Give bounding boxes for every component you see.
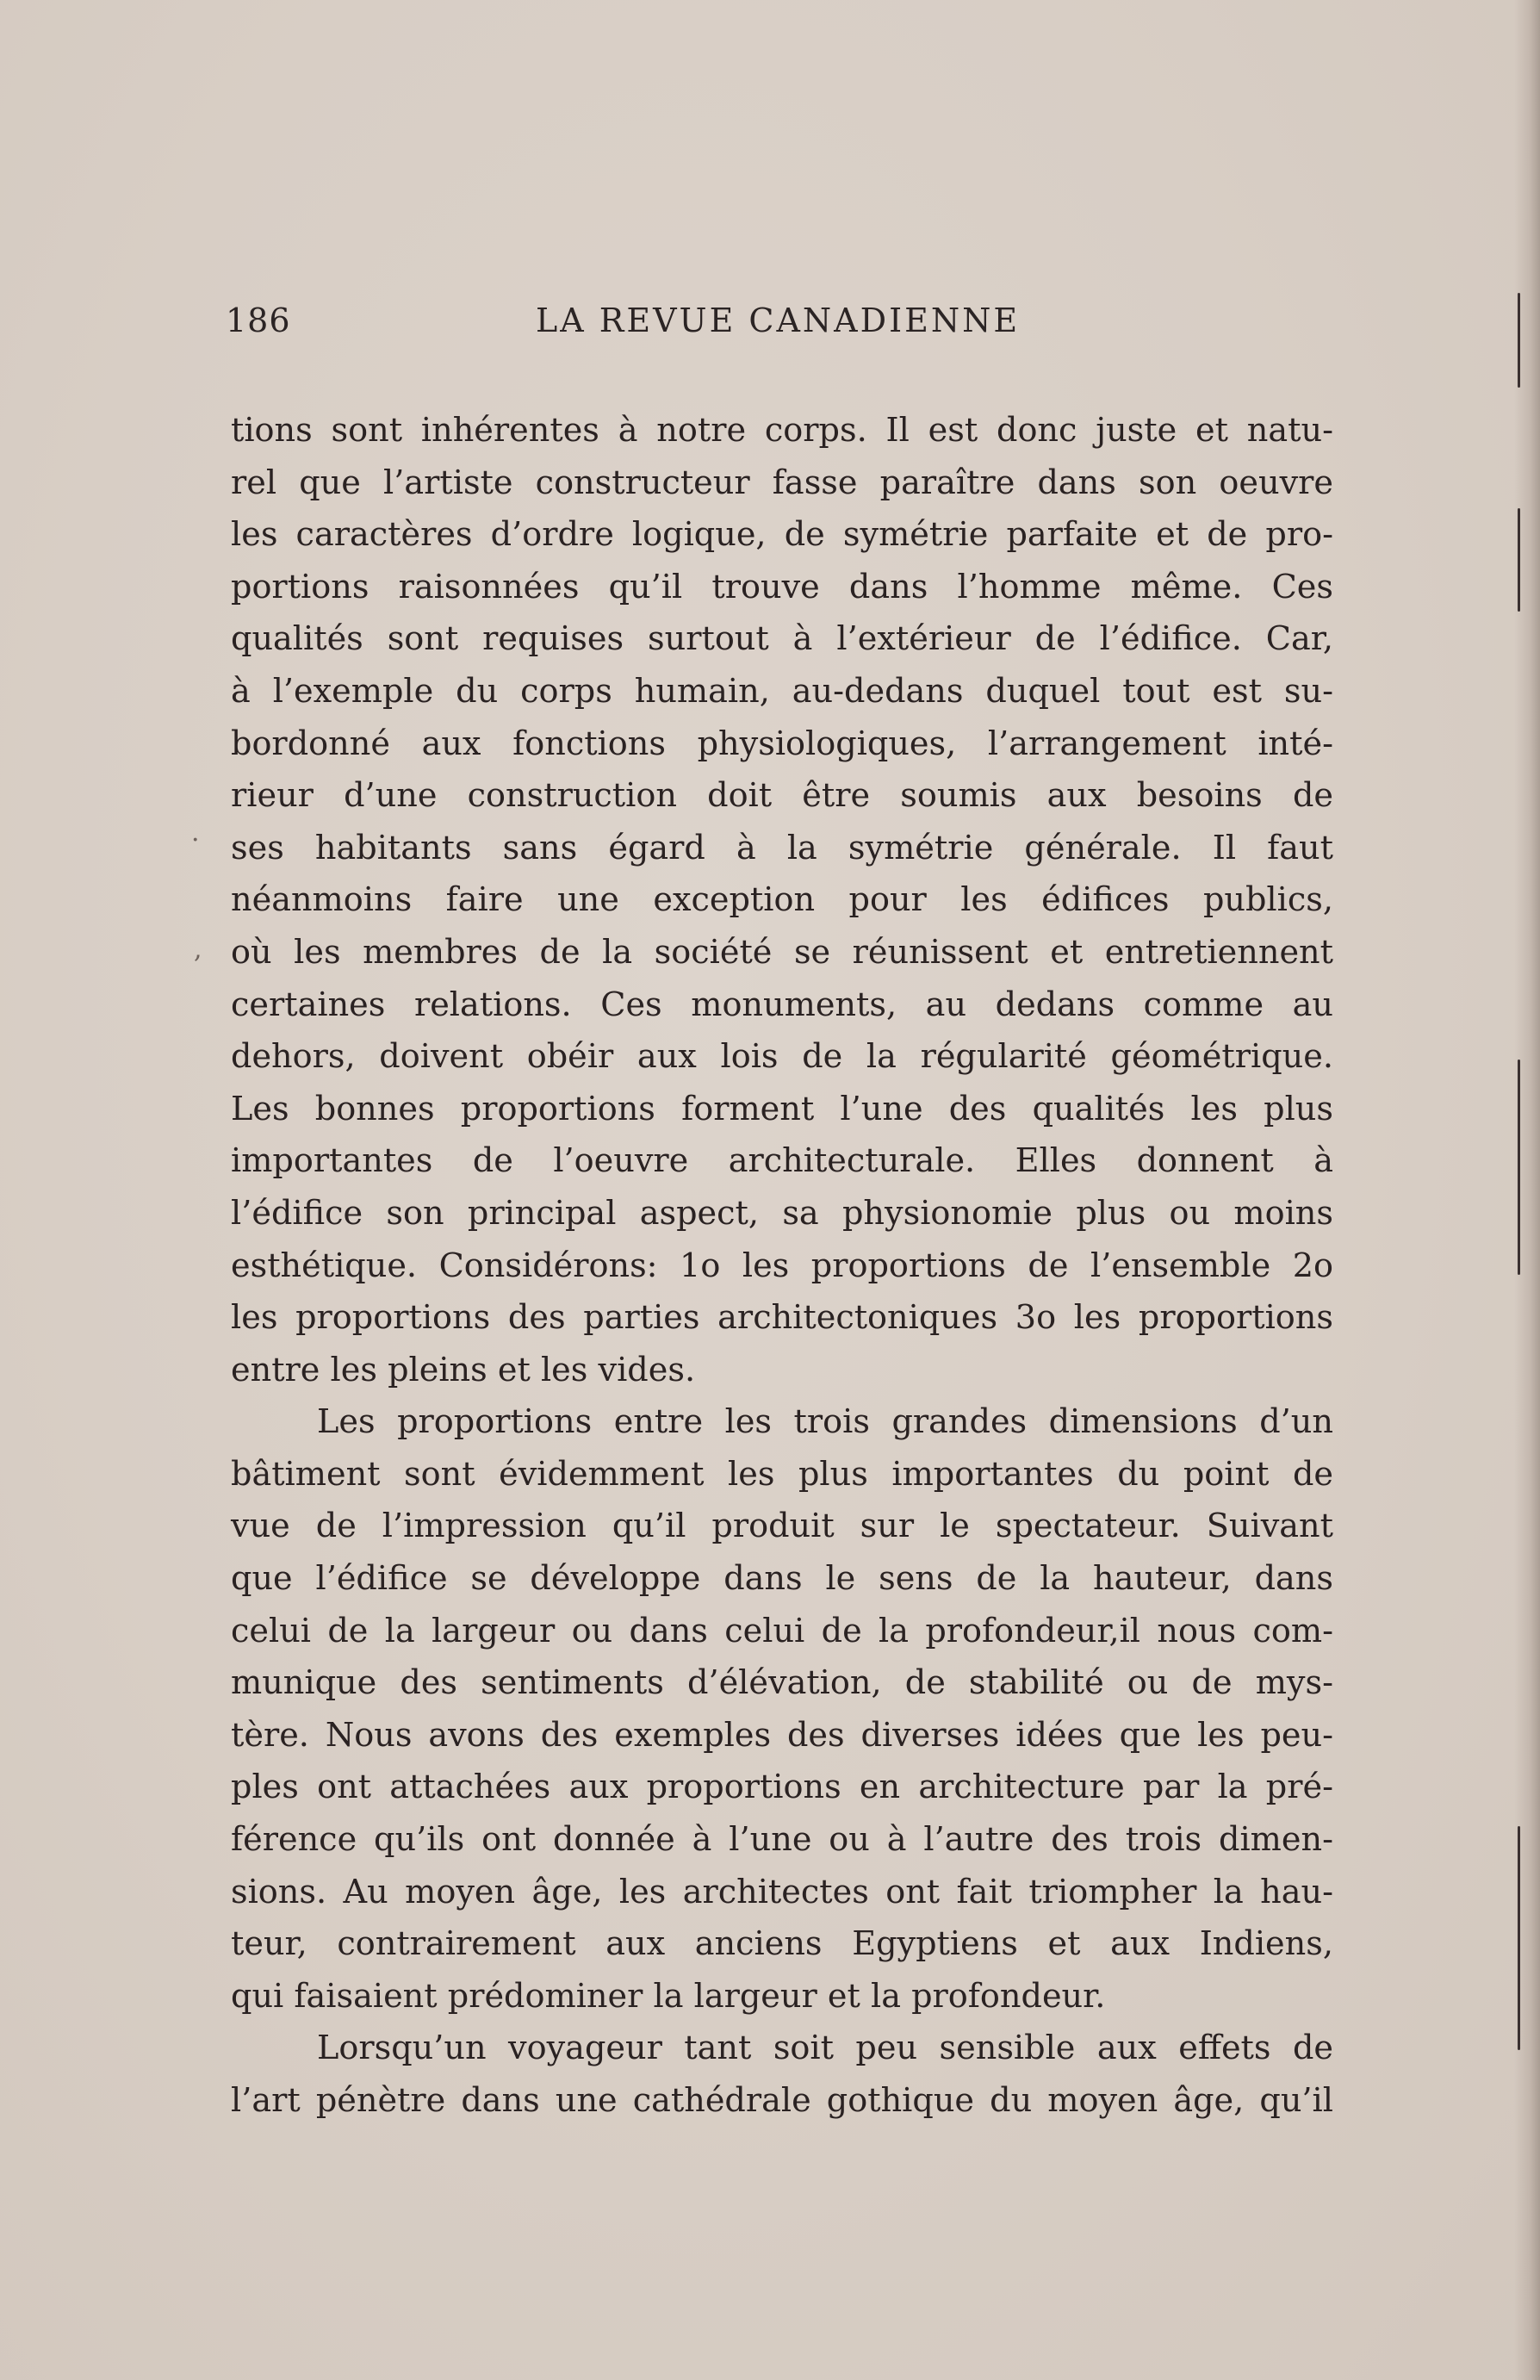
text-line: teur, contrairement aux anciens Egyptiens et aux Indiens,	[231, 1925, 1333, 1964]
running-title: LA REVUE CANADIENNE	[536, 301, 1021, 339]
body-text	[231, 405, 1333, 2128]
text-line: Les bonnes proportions forment l’une des qualités les plus	[231, 1090, 1333, 1128]
text-line: bâtiment sont évidemment les plus importantes du point de	[231, 1455, 1333, 1494]
text-line: que l’édifice se développe dans le sens de la hauteur, dans	[231, 1560, 1333, 1599]
text-line: à l’exemple du corps humain, au-dedans duquel tout est su-	[231, 672, 1333, 711]
text-line: qualités sont requises surtout à l’extérieur de l’édifice. Car,	[231, 620, 1333, 659]
binding-edge-mark	[1518, 293, 1520, 388]
page-header	[226, 301, 1337, 353]
margin-tick: ,	[194, 935, 202, 965]
text-line: dehors, doivent obéir aux lois de la régularité géométrique.	[231, 1038, 1333, 1077]
text-line: ples ont attachées aux proportions en architecture par la pré-	[231, 1768, 1333, 1807]
text-line: importantes de l’oeuvre architecturale. Elles donnent à	[231, 1142, 1333, 1181]
binding-edge-mark	[1518, 1060, 1520, 1275]
margin-dot: ·	[191, 825, 200, 855]
text-line: Lorsqu’un voyageur tant soit peu sensible aux effets de	[317, 2029, 1333, 2068]
text-line: sions. Au moyen âge, les architectes ont fait triompher la hau-	[231, 1873, 1333, 1911]
text-line: les proportions des parties architectoniques 3o les proportions	[231, 1299, 1333, 1338]
text-line: Les proportions entre les trois grandes dimensions d’un	[317, 1403, 1333, 1442]
text-line: tions sont inhérentes à notre corps. Il est donc juste et natu-	[231, 412, 1333, 450]
text-line: qui faisaient prédominer la largeur et la profondeur.	[231, 1977, 1106, 2016]
text-line: ses habitants sans égard à la symétrie générale. Il faut	[231, 829, 1333, 867]
text-line: celui de la largeur ou dans celui de la profondeur,il nous com-	[231, 1612, 1333, 1650]
page-number: 186	[226, 301, 291, 339]
text-line: rel que l’artiste constructeur fasse paraître dans son oeuvre	[231, 463, 1333, 502]
text-line: néanmoins faire une exception pour les édifices publics,	[231, 881, 1333, 920]
text-line: rieur d’une construction doit être soumis aux besoins de	[231, 777, 1333, 816]
text-line: entre les pleins et les vides.	[231, 1351, 696, 1389]
text-line: munique des sentiments d’élévation, de stabilité ou de mys-	[231, 1664, 1333, 1703]
text-line: bordonné aux fonctions physiologiques, l’arrangement inté-	[231, 724, 1333, 763]
text-line: certaines relations. Ces monuments, au dedans comme au	[231, 985, 1333, 1024]
text-line: tère. Nous avons des exemples des diverses idées que les peu-	[231, 1716, 1333, 1755]
text-line: les caractères d’ordre logique, de symétrie parfaite et de pro-	[231, 516, 1333, 555]
text-line: férence qu’ils ont donnée à l’une ou à l’autre des trois dimen-	[231, 1821, 1333, 1860]
text-line: où les membres de la société se réunissent et entretiennent	[231, 933, 1333, 972]
text-line: portions raisonnées qu’il trouve dans l’homme même. Ces	[231, 568, 1333, 606]
text-line: vue de l’impression qu’il produit sur le spectateur. Suivant	[231, 1507, 1333, 1546]
text-line: l’édifice son principal aspect, sa physionomie plus ou moins	[231, 1194, 1333, 1233]
binding-edge-mark	[1518, 508, 1520, 612]
binding-edge-mark	[1518, 1826, 1520, 2050]
text-line: l’art pénètre dans une cathédrale gothique du moyen âge, qu’il	[231, 2082, 1333, 2120]
text-line: esthétique. Considérons: 1o les proportions de l’ensemble 2o	[231, 1246, 1333, 1285]
